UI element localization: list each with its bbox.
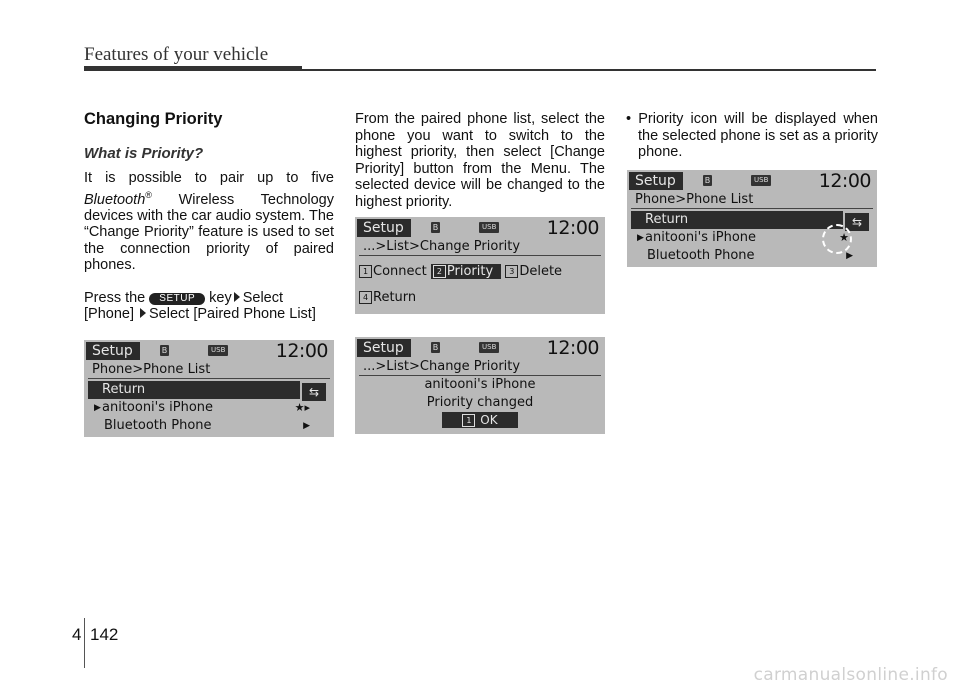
clock-time: 12:00 bbox=[546, 337, 599, 359]
phone-name: anitooni's iPhone bbox=[424, 377, 536, 392]
back-icon[interactable]: ⇆ bbox=[302, 383, 326, 401]
section-title: Changing Priority bbox=[84, 110, 223, 128]
menu-item-return[interactable]: 4 Return bbox=[359, 290, 416, 305]
arrow-right-icon: ▶ bbox=[94, 403, 101, 413]
arrow-right-icon: ▶ bbox=[846, 251, 853, 261]
clock-time: 12:00 bbox=[818, 170, 871, 192]
priority-star-icon: ★ bbox=[839, 231, 849, 244]
page-header-title: Features of your vehicle bbox=[84, 44, 269, 65]
bluetooth-brand-text: Bluetooth bbox=[84, 191, 146, 208]
usb-icon: USB bbox=[479, 222, 499, 233]
arrow-right-icon: ▶ bbox=[303, 421, 310, 431]
setup-label: Setup bbox=[357, 339, 411, 357]
return-item[interactable]: Return bbox=[88, 381, 300, 399]
list-item-phone[interactable]: Bluetooth Phone ▶ bbox=[104, 418, 310, 433]
usb-icon: USB bbox=[479, 342, 499, 353]
clock-time: 12:00 bbox=[546, 217, 599, 239]
breadcrumb: Phone>Phone List bbox=[88, 362, 330, 379]
highlight-circle bbox=[822, 224, 852, 254]
setup-label: Setup bbox=[629, 172, 683, 190]
arrow-right-icon: ▶ bbox=[637, 233, 644, 243]
screen-priority-changed bbox=[355, 337, 605, 434]
column-middle bbox=[355, 111, 605, 210]
page-number: 142 bbox=[90, 625, 119, 644]
setup-label: Setup bbox=[86, 342, 140, 360]
bullet-priority-icon: • Priority icon will be displayed when the selected phone is set as a priority phone. bbox=[626, 111, 878, 160]
ok-button[interactable]: 1 OK bbox=[442, 412, 518, 428]
setup-label: Setup bbox=[357, 219, 411, 237]
bluetooth-icon: B bbox=[432, 343, 439, 352]
paragraph-priority-intro: It is possible to pair up to five Bluetooth® Wireless Technology devices with the car audio system. The “Change Priority” feature is used to set the connection priority of paired phones. bbox=[84, 170, 334, 274]
clock-time: 12:00 bbox=[275, 340, 328, 362]
header-rule-thin bbox=[302, 69, 876, 71]
sub-title: What is Priority? bbox=[84, 144, 204, 162]
priority-star-icon: ★▸ bbox=[294, 401, 310, 414]
setup-key-badge: SETUP bbox=[149, 293, 205, 305]
list-item-phone[interactable]: Bluetooth Phone ▶ bbox=[647, 248, 853, 263]
header-rule-thick bbox=[84, 66, 302, 71]
bluetooth-icon: B bbox=[432, 223, 439, 232]
chapter-number: 4 bbox=[72, 625, 82, 644]
status-message: Priority changed bbox=[426, 395, 534, 410]
column-right bbox=[626, 111, 878, 161]
paragraph-instructions: Press the SETUP key Select [Phone] Select [Paired Phone List] bbox=[84, 289, 316, 323]
column-left bbox=[84, 111, 334, 323]
footer-rule bbox=[84, 618, 85, 668]
menu-item-connect[interactable]: 1 Connect bbox=[359, 264, 427, 279]
arrow-right-icon bbox=[140, 308, 146, 318]
watermark: carmanualsonline.info bbox=[753, 665, 948, 685]
arrow-right-icon bbox=[234, 292, 240, 302]
menu-item-delete[interactable]: 3 Delete bbox=[505, 264, 562, 279]
paragraph-change-priority: From the paired phone list, select the phone you want to switch to the highest priority, then select [Change Priority] button from the Menu. The selected device will be changed to the highest priority. bbox=[355, 111, 605, 210]
bluetooth-icon: B bbox=[161, 346, 168, 355]
screen-change-priority-menu bbox=[355, 217, 605, 314]
return-item[interactable]: Return bbox=[631, 211, 843, 229]
back-icon[interactable]: ⇆ bbox=[845, 213, 869, 231]
usb-icon: USB bbox=[208, 345, 228, 356]
usb-icon: USB bbox=[751, 175, 771, 186]
breadcrumb: ...>List>Change Priority bbox=[359, 239, 601, 256]
screen-phone-list bbox=[84, 340, 334, 437]
breadcrumb: ...>List>Change Priority bbox=[359, 359, 601, 376]
breadcrumb: Phone>Phone List bbox=[631, 192, 873, 209]
menu-item-priority[interactable]: 2 Priority bbox=[431, 264, 501, 279]
list-item-phone[interactable]: ▶ anitooni's iPhone ★ bbox=[637, 230, 849, 245]
screen-phone-list-priority bbox=[627, 170, 877, 267]
bluetooth-icon: B bbox=[704, 176, 711, 185]
list-item-phone[interactable]: ▶ anitooni's iPhone ★▸ bbox=[94, 400, 310, 415]
